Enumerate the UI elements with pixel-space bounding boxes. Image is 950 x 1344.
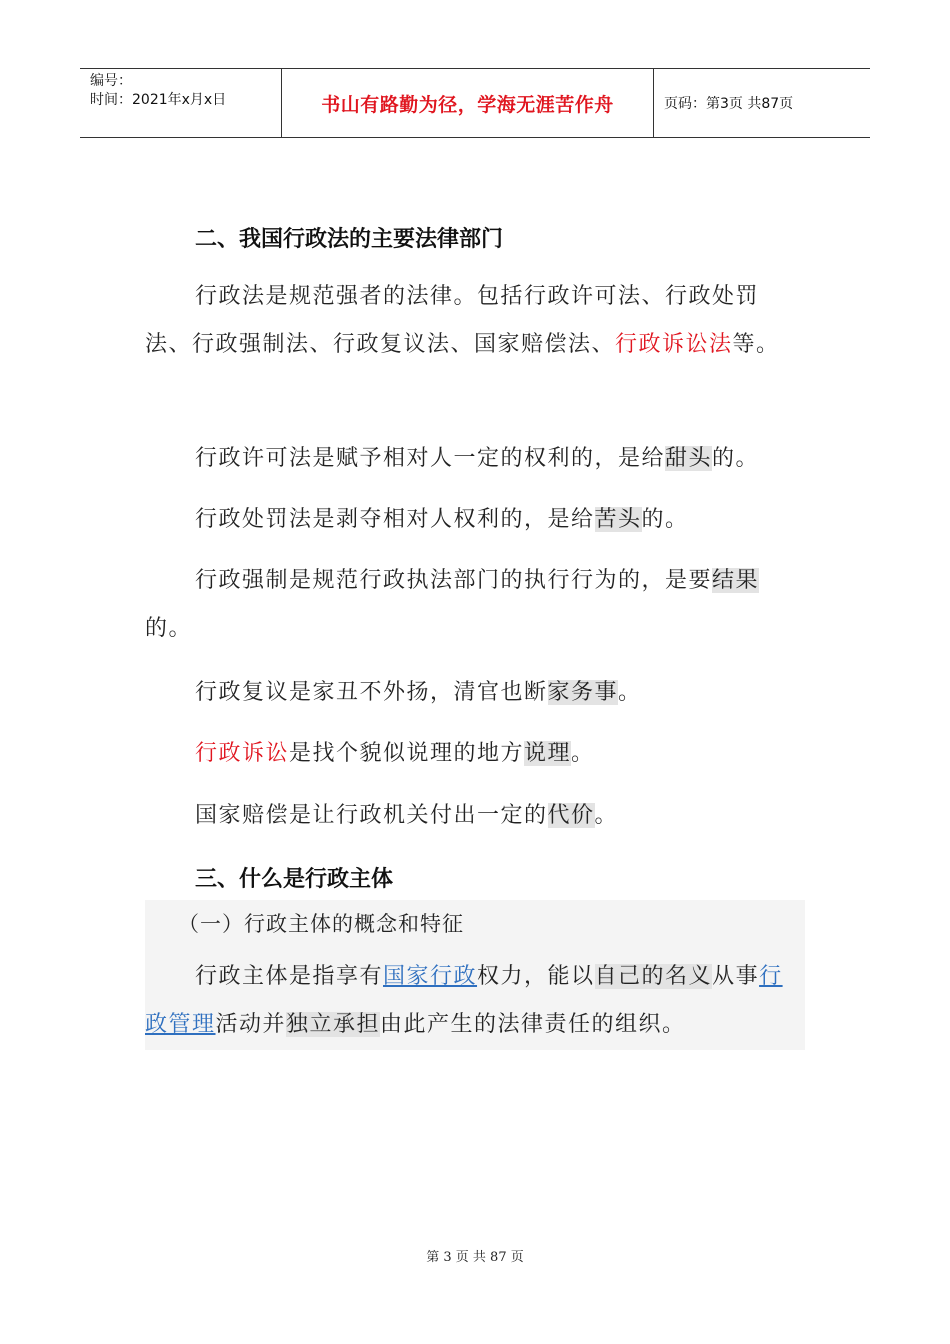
paragraph-penalty-law: 行政处罚法是剥夺相对人权利的，是给苦头的。	[195, 507, 689, 532]
header-motto: 书山有路勤为径，学海无涯苦作舟	[282, 69, 654, 137]
highlight-term: 代价	[547, 803, 595, 828]
link-administrative-management[interactable]: 行政管理	[145, 964, 783, 1037]
section-heading-2: 二、我国行政法的主要法律部门	[195, 227, 504, 252]
subheading-concept: （一）行政主体的概念和特征	[178, 912, 464, 936]
highlight-term: 独立承担	[286, 1012, 381, 1037]
paragraph-litigation-law: 行政诉讼是找个貌似说理的地方说理。	[195, 741, 595, 766]
highlight-term: 结果	[712, 568, 760, 593]
paragraph-reconsideration-law: 行政复议是家丑不外扬，清官也断家务事。	[195, 680, 642, 705]
time-label: 时间：2021年x月x日	[90, 92, 227, 108]
section-heading-3: 三、什么是行政主体	[195, 867, 394, 892]
paragraph-admin-law-intro: 行政法是规范强者的法律。包括行政许可法、行政处罚法、行政强制法、行政复议法、国家赔偿法、行政诉讼法等。	[145, 284, 780, 357]
page-footer: 第 3 页 共 87 页	[426, 1250, 524, 1265]
header-meta	[80, 69, 282, 137]
paragraph-admin-subject-definition: 行政主体是指享有国家行政权力，能以自己的名义从事行政管理活动并独立承担由此产生的法律责任的组织。	[145, 964, 783, 1037]
paragraph-enforcement-law: 行政强制是规范行政执法部门的执行行为的，是要结果的。	[145, 568, 760, 641]
link-state-administration[interactable]: 国家行政	[383, 964, 478, 989]
highlight-term: 家务事	[547, 680, 619, 705]
paragraph-licensing-law: 行政许可法是赋予相对人一定的权利的，是给甜头的。	[195, 446, 760, 471]
paragraph-state-compensation: 国家赔偿是让行政机关付出一定的代价。	[195, 803, 619, 828]
highlight-term: 自己的名义	[594, 964, 713, 989]
number-label: 编号：	[90, 73, 132, 89]
highlight-term: 甜头	[665, 446, 713, 471]
page-header	[80, 68, 870, 138]
highlight-term: 说理	[524, 741, 572, 766]
highlight-term: 苦头	[594, 507, 642, 532]
header-page-label: 页码：第3页 共87页	[664, 96, 794, 112]
admin-litigation-law-term: 行政诉讼法	[615, 332, 733, 357]
admin-litigation-term: 行政诉讼	[195, 741, 290, 766]
